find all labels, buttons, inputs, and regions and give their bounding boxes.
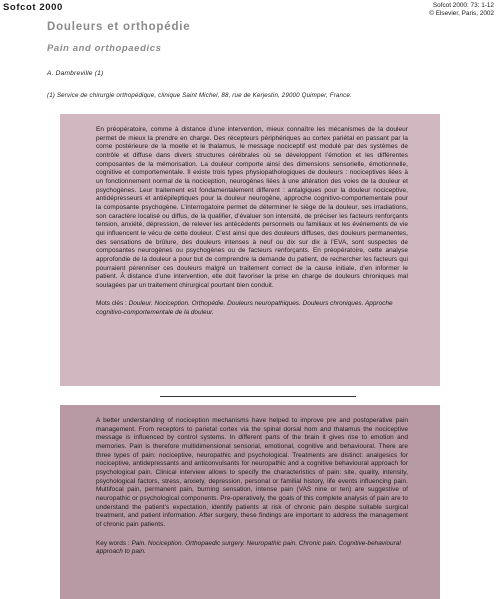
keywords-english-label: Key words : <box>96 539 130 547</box>
article-subtitle: Pain and orthopaedics <box>47 43 162 54</box>
abstract-english <box>60 405 440 599</box>
abstract-french-text: En préopératoire, comme à distance d’une intervention, mieux connaître les mécanismes de la douleur permet de mieux la prendre en charge. Des récepteurs périphériques au cortex pariétal en passant par la corne postérieure de la moelle et le thalamus, le message nociceptif est modulé par des systèmes de contrôle et diffuse dans divers structures cérébrales où se développent l’émotion et les différentes composantes de la mémorisation. La douleur comporte ainsi des dimensions sensorielle, émotionnelle, cognitive et comportementale. Il existe trois types physiopathologiques de douleurs : nociceptives liées à un fonctionnement normal de la nociception, neurogènes liées à une altération des voies de la douleur et psychogènes. Leur traitement est fondamentalement different : antalgiques pour la douleur nociceptive, antidépresseurs et antiépileptiques pour la douleur neurogène, approche cognitivo-comportementale pour la composante psychogène. L’interrogatoire permet de déterminer le siège de la douleur, ses irradiations, son caractère localisé ou diffus, de la qualifier, d’évaluer son intensité, de préciser les facteurs renforçants tension, anxiété, dépression, de relever les antécédents personnels ou familiaux et les événements de vie qui influencent le vécu de cette douleur. C’est ainsi que des douleurs diffuses, des douleurs permanentes, des sensations de brûlure, des douleurs intenses à neuf ou dix sur dix à l’EVA, sont suspectes de composantes neurogènes ou psychogènes ou de facteurs renforçants. En préopératoire, cette analyse approfondie de la douleur a pour but de comprendre la demande du patient, de rechercher les facteurs qui pourraient pérenniser ces douleurs malgré un traitement correct de la cause initiale, d’en informer le patient. À distance d’une intervention, elle doit favoriser la prise en charge de douleurs chroniques mal soulagées par un traitement chirurgical pourtant bien conduit. <box>96 126 408 289</box>
keywords-french-list: Douleur. Nociception. Orthopédie. Douleurs neuropathiques. Douleurs chroniques. Approche cognitivo-comportementale de la douleur. <box>96 300 393 317</box>
section-divider <box>160 396 356 397</box>
journal-name: Sofcot 2000 <box>3 2 63 13</box>
affiliation-line: (1) Service de chirurgie orthopédique, clinique Saint Michel, 88, rue de Kerjestin, 29000 Quimper, France. <box>47 92 352 99</box>
copyright-line: © Elsevier, Paris, 2002 <box>429 10 494 17</box>
author-line: A. Dambreville (1) <box>47 70 104 77</box>
keywords-english-list: Pain. Nociception. Orthopaedic surgery. Neuropathic pain. Chronic pain. Cognitive-behavioural approach to pain. <box>96 539 401 556</box>
article-title: Douleurs et orthopédie <box>47 21 191 33</box>
keywords-french <box>96 300 408 317</box>
abstract-english-text: A better understanding of nociception mechanisms have helped to improve pre and postoperative pain management. From receptors to parietal cortex via the spinal dorsal horn and thalamus the nociceptive message is influenced by control systems. In different parts of the brain it gives rise to emotion and memories. Pain is therefore multidimensional sensorial, emotional, cognitive and behavioural. There are three types of pain: nociceptive, neuropathic and psychological. Treatments are distinct: analgesics for nociceptive, antidepressants and anticonvulsants for neuropathic and a cognitive behavioural approach for psychological pain. Clinical interview allows to specify the characteristics of pain: site, quality, intensity, psychological factors, stress, anxiety, depression, personal or familial history, life events influencing pain. Multifocal pain, permanent pain, burning sensation, intense pain (VAS nine or ten) are suggestive of neuropathic or psychological components. Pre-operatively, the goals of this complete analysis of pain are to understand the patient’s expectation, identify patients at risk of chronic pain despite suitable surgical treatment, and patient information. After surgery, these findings are important to address the management of chronic pain patients. <box>96 417 408 528</box>
keywords-english <box>96 540 408 557</box>
abstract-french <box>60 114 440 386</box>
citation-info <box>429 2 494 18</box>
keywords-french-label: Mots clés : <box>96 300 127 308</box>
citation-line: Sofcot 2000: 73: 1-12 <box>432 2 494 9</box>
